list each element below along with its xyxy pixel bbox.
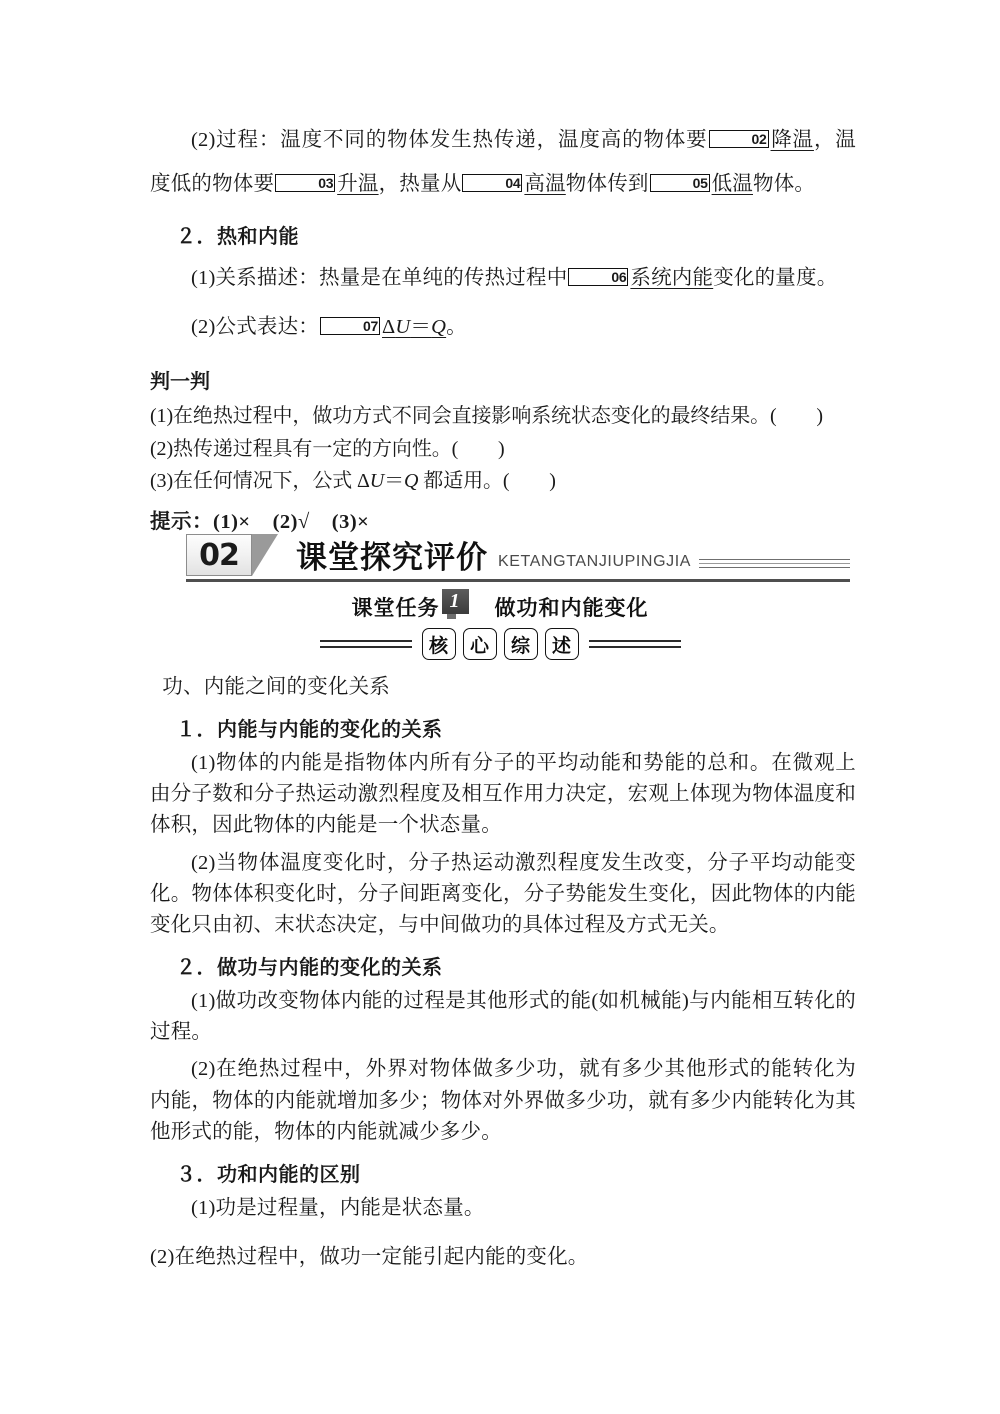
formula-paragraph [150,312,856,343]
banner-decor-line-2 [699,563,850,564]
blank-answer-03: 升温 [337,173,379,196]
blank-06 [567,267,713,289]
core-box-3: 综 [504,628,538,660]
blank-number-05: 05 [650,174,710,192]
body-paragraph-1-2: (2)当物体温度变化时，分子热运动激烈程度发生改变，分子平均动能变化。物体体积变化时，分子间距离变化，分子势能发生变化，因此物体的内能变化只由初、末状态决定，与中间做功的具体过程及方式无关。 [150,851,856,936]
blank-number-02: 02 [709,130,769,148]
judge-section-title: 判一判 [150,369,210,394]
banner-decor-lines [699,559,850,576]
blank-07 [319,316,446,338]
equals-symbol: ＝ [410,316,432,339]
blank-answer-05: 低温 [711,173,753,196]
blank-number-06: 06 [568,268,628,286]
task-number-badge: 1 [442,589,469,614]
blank-02 [708,129,814,151]
banner-number-box: 02 [186,534,252,576]
banner-decor-line-1 [699,559,850,560]
body-lead: 功、内能之间的变化关系 [162,676,390,698]
banner-row [186,532,850,576]
body-heading-3: ３．功和内能的区别 [176,1161,361,1186]
process-suffix: 物体。 [753,173,816,196]
process-paragraph [150,118,856,206]
upper-content-block [150,118,856,534]
delta-symbol: Δ [382,316,396,339]
body-paragraph-3-1: (1)功是过程量，内能是状态量。 [191,1196,485,1219]
tip-answer-1: (1)× [213,510,251,533]
core-decor-line-right-2 [589,646,681,648]
core-box-1: 核 [422,628,456,660]
core-label-boxes [422,628,579,660]
judge-answers-line [150,504,856,534]
relation-paragraph [150,263,856,294]
core-decor-line-left-1 [320,640,412,642]
judge-item-3-prefix: (3)在任何情况下，公式 [150,470,358,493]
process-mid-1: ，温度低的物体要 [150,129,857,196]
body-heading-2: ２．做功与内能的变化的关系 [176,955,443,980]
banner-baseline [186,579,850,582]
process-mid-2: ，热量从 [378,173,462,196]
judge-q-symbol: Q [404,470,419,493]
judge-u-symbol: U [369,470,385,493]
judge-item-3-suffix: 都适用。( ) [418,470,556,493]
body-heading-1: １．内能与内能的变化的关系 [176,717,443,742]
heat-symbol: Q [431,316,447,339]
judge-item-3 [150,465,856,497]
core-summary-label [0,628,1000,660]
blank-answer-06: 系统内能 [630,267,714,290]
blank-answer-04: 高温 [524,173,566,196]
task-label: 课堂任务 [351,596,440,620]
banner-decor-line-3 [699,567,850,568]
heading-heat-and-internal-energy: ２．热和内能 [176,224,299,249]
body-paragraph-3-2: (2)在绝热过程中，做功一定能引起内能的变化。 [150,1246,589,1269]
banner-arrow-icon [252,534,278,576]
process-prefix: (2)过程：温度不同的物体发生热传递，温度高的物体要 [191,129,708,151]
tip-answer-3: (3)× [331,510,370,533]
banner-title: 课堂探究评价 [296,540,488,576]
formula-delta-u-equals-q [382,316,446,338]
banner-pinyin: KETANGTANJIUPINGJIA [498,553,692,570]
blank-03 [274,173,378,195]
judge-equals-symbol: ＝ [384,470,405,493]
body-paragraph-1-1: (1)物体的内能是指物体内所有分子的平均动能和势能的总和。在微观上由分子数和分子热运动激烈程度及相互作用力决定，宏观上体现为物体温度和体积，因此物体的内能是一个状态量。 [150,752,856,837]
formula-prefix: (2)公式表达： [191,316,320,339]
lower-content-block [150,672,856,1273]
task-header-inner [351,589,649,622]
blank-05 [649,173,753,195]
judge-formula [357,470,418,492]
tip-answer-2: (2)√ [272,510,310,533]
core-decor-lines-right [589,636,681,651]
core-decor-lines-left [320,636,412,651]
blank-number-07: 07 [320,317,380,335]
core-box-2: 心 [463,628,497,660]
blank-answer-02: 降温 [770,129,814,151]
formula-suffix: 。 [446,316,467,339]
judge-delta-symbol: Δ [357,470,370,493]
internal-energy-symbol: U [395,316,411,339]
blank-number-03: 03 [275,174,335,192]
judge-item-2: (2)热传递过程具有一定的方向性。( ) [150,437,505,460]
process-mid-3: 物体传到 [565,173,649,196]
task-header [0,589,1000,622]
core-decor-line-left-2 [320,646,412,648]
core-decor-line-right-1 [589,640,681,642]
body-paragraph-2-2: (2)在绝热过程中，外界对物体做多少功，就有多少其他形式的能转化为内能，物体的内能就增加多少；物体对外界做多少功，就有多少内能转化为其他形式的能，物体的内能就减少多少。 [150,1058,856,1143]
relation-prefix: (1)关系描述：热量是在单纯的传热过程中 [191,267,568,290]
blank-number-04: 04 [462,174,522,192]
tip-label: 提示： [150,508,213,533]
relation-suffix: 变化的量度。 [713,267,838,290]
body-paragraph-2-1: (1)做功改变物体内能的过程是其他形式的能(如机械能)与内能相互转化的过程。 [150,990,856,1044]
section-banner [186,532,850,588]
core-box-4: 述 [545,628,579,660]
judge-item-1: (1)在绝热过程中，做功方式不同会直接影响系统状态变化的最终结果。( ) [150,405,823,428]
blank-04 [461,173,565,195]
task-title: 做功和内能变化 [494,596,649,620]
